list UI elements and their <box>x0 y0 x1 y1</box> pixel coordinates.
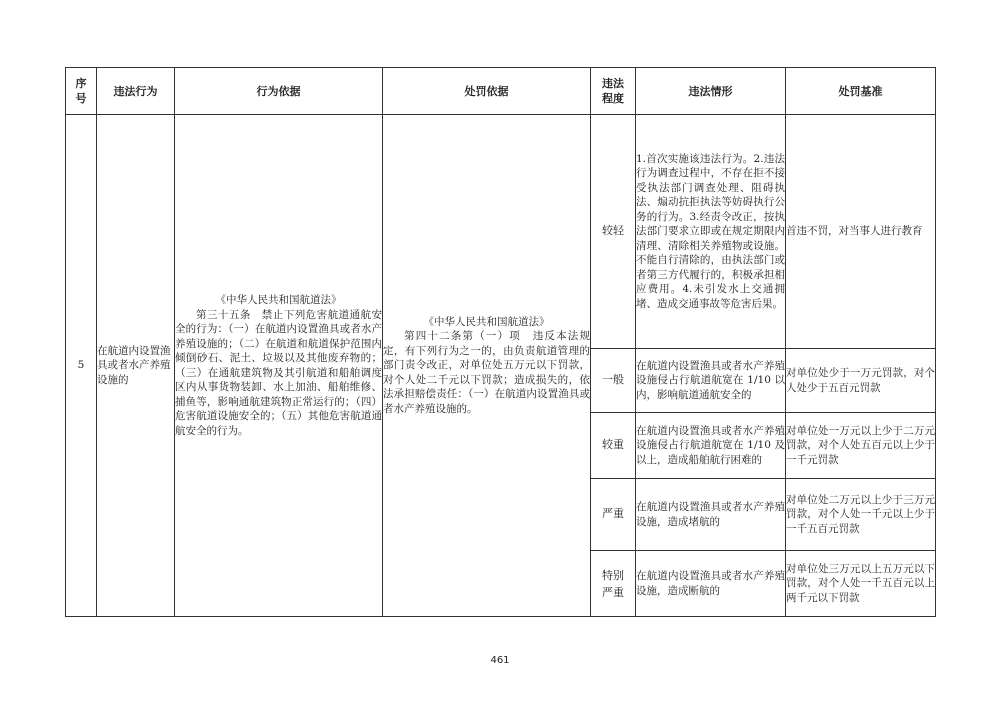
penalty-standard-table <box>65 67 936 617</box>
cell-situation-1: 1.首次实施该违法行为。2.违法行为调查过程中，不存在拒不接受执法部门调查处理、阻碍执法、煽动抗拒执法等妨碍执行公务的行为。3.经责令改正，按执法部门要求立即或在规定期限内清理、清除相关养殖物或设施。不能自行清除的，由执法部门或者第三方代履行的，积极承担相应费用。4.未引发水上交通拥堵、造成交通事故等危害后果。 <box>636 115 786 349</box>
header-row <box>66 68 936 115</box>
cell-degree-4: 严重 <box>591 479 636 551</box>
cell-degree-1: 较轻 <box>591 115 636 349</box>
penalty-title: 《中华人民共和国航道法》 <box>423 315 550 328</box>
penalty-body: 第四十二条第（一）项 违反本法规定，有下列行为之一的，由负责航道管理的部门责令改正，对单位处五万元以下罚款，对个人处二千元以下罚款；造成损失的，依法承担赔偿责任：（一）在航道内设置渔具或者水产养殖设施的。 <box>383 330 590 415</box>
cell-degree-5: 特别严重 <box>591 551 636 617</box>
basis-body: 第三十五条 禁止下列危害航道通航安全的行为：（一）在航道内设置渔具或者水产养殖设施的；（二）在航道和航道保护范围内倾倒砂石、泥土、垃圾以及其他废弃物的；（三）在通航建筑物及其引航道和船舶调度区内从事货物装卸、水上加油、船舶维修、捕鱼等，影响通航建筑物正常运行的；（四）危害航道设施安全的；（五）其他危害航道通航安全的行为。 <box>175 308 382 437</box>
header-act: 违法行为 <box>97 68 175 115</box>
cell-situation-4: 在航道内设置渔具或者水产养殖设施，造成堵航的 <box>636 479 786 551</box>
header-standard: 处罚基准 <box>786 68 936 115</box>
cell-standard-1: 首违不罚，对当事人进行教育 <box>786 115 936 349</box>
cell-act: 在航道内设置渔具或者水产养殖设施的 <box>97 115 175 617</box>
header-basis: 行为依据 <box>175 68 383 115</box>
cell-standard-2: 对单位处少于一万元罚款，对个人处少于五百元罚款 <box>786 349 936 413</box>
cell-basis <box>175 115 383 617</box>
cell-degree-2: 一般 <box>591 349 636 413</box>
header-penalty: 处罚依据 <box>383 68 591 115</box>
cell-standard-4: 对单位处二万元以上少于三万元罚款，对个人处一千元以上少于一千五百元罚款 <box>786 479 936 551</box>
cell-seq: 5 <box>66 115 97 617</box>
cell-penalty <box>383 115 591 617</box>
table-row <box>66 115 936 349</box>
cell-degree-3: 较重 <box>591 413 636 479</box>
basis-title: 《中华人民共和国航道法》 <box>215 294 342 306</box>
cell-situation-2: 在航道内设置渔具或者水产养殖设施侵占行航道航宽在 1/10 以内，影响航道通航安全的 <box>636 349 786 413</box>
page-number: 461 <box>490 655 510 666</box>
header-degree: 违法程度 <box>591 68 636 115</box>
cell-standard-3: 对单位处一万元以上少于二万元罚款，对个人处五百元以上少于一千元罚款 <box>786 413 936 479</box>
cell-standard-5: 对单位处三万元以上五万元以下罚款，对个人处一千五百元以上两千元以下罚款 <box>786 551 936 617</box>
cell-situation-5: 在航道内设置渔具或者水产养殖设施，造成断航的 <box>636 551 786 617</box>
header-seq: 序号 <box>66 68 97 115</box>
cell-situation-3: 在航道内设置渔具或者水产养殖设施侵占行航道航宽在 1/10 及以上，造成船舶航行困难的 <box>636 413 786 479</box>
header-situation: 违法情形 <box>636 68 786 115</box>
